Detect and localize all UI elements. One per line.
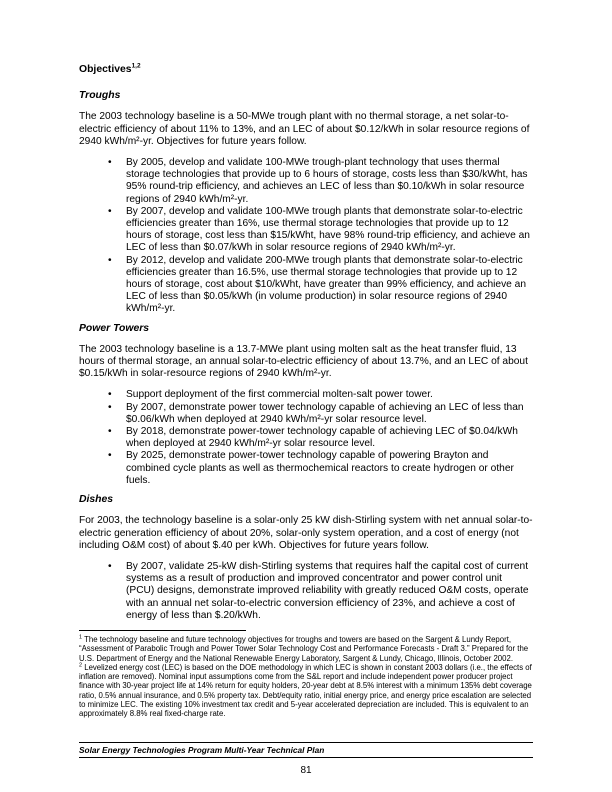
bullet-item <box>79 157 533 206</box>
bullet-text: By 2007, validate 25-kW dish-Stirling systems that requires half the capital cost of current systems as a result of production and improved concentrator and power control unit (PCU) designs, demonstrate improved reliability with greatly reduced O&M costs, operate with an annual net solar-to-electric conversion efficiency of 23%, and achieve a cost of energy of less than $.20/kWh. <box>126 560 529 621</box>
page-title <box>79 64 533 76</box>
bullet-icon: • <box>108 401 112 413</box>
footnote-1-marker: 1 <box>79 634 83 641</box>
bullet-item <box>79 389 533 401</box>
bullet-icon: • <box>108 254 112 266</box>
bullet-text: By 2025, demonstrate power-tower technology capable of powering Brayton and combined cycle plants as well as thermochemical reactors to create hydrogen or other fuels. <box>126 450 514 486</box>
section-heading-troughs: Troughs <box>79 90 121 102</box>
bullet-text: By 2012, develop and validate 200-MWe trough plants that demonstrate solar-to-electric efficiencies greater than 16.5%, use thermal storage technologies that provide up to 12 hours of storage, cost about $10/kWht, have greater than 99% efficiency, and achieve an LEC of less than $0.05/kWh (in volume production) in solar resource regions of 2940 kWh/m²-yr. <box>126 254 527 315</box>
footnote-2 <box>79 663 533 719</box>
bullet-icon: • <box>108 426 112 438</box>
bullet-icon: • <box>108 450 112 462</box>
page-title-text: Objectives <box>79 64 132 75</box>
page-content <box>79 64 533 625</box>
page-number: 81 <box>300 765 312 776</box>
bullet-item <box>79 255 533 316</box>
bullet-icon: • <box>108 389 112 401</box>
bullet-list-troughs <box>79 157 533 316</box>
footer-document-title: Solar Energy Technologies Program Multi-Year Technical Plan <box>79 742 533 758</box>
bullet-icon: • <box>108 560 112 572</box>
section-intro-power-towers: The 2003 technology baseline is a 13.7-MWe plant using molten salt as the heat transfer fluid, 13 hours of thermal storage, an annual solar-to-electric efficiency of about 13.7%, and an LEC of about $0.15/kWh in solar-resource regions of 2940 kWh/m²-yr. <box>79 343 528 380</box>
bullet-text: By 2005, develop and validate 100-MWe trough-plant technology that uses thermal storage technologies that provide up to 6 hours of storage, costs less than $30/kWht, has 95% round-trip efficiency, and achieves an LEC of less than $0.10/kWh in solar resource regions of 2940 kWh/m²-yr. <box>126 157 528 205</box>
bullet-item <box>79 426 533 450</box>
bullet-icon: • <box>108 205 112 217</box>
footnote-2-marker: 2 <box>79 662 83 669</box>
section-dishes <box>79 494 533 622</box>
title-footnote-reference: 1,2 <box>131 62 141 70</box>
footnote-area <box>79 630 533 719</box>
bullet-list-power-towers <box>79 389 533 487</box>
section-intro-dishes: For 2003, the technology baseline is a solar-only 25 kW dish-Stirling system with net annual solar-to-electric generation efficiency of about 20%, solar-only system operation, and a cost of energy (not including O&M cost) of about $.40 per kWh. Objectives for future years follow. <box>79 515 533 551</box>
bullet-text: By 2007, demonstrate power tower technology capable of achieving an LEC of less than $0.06/kWh when deployed at 2940 kWh/m²-yr solar resource level. <box>126 401 524 425</box>
bullet-item <box>79 450 533 487</box>
bullet-text: Support deployment of the first commercial molten-salt power tower. <box>126 389 433 401</box>
footnote-separator-rule <box>79 630 246 631</box>
footnote-1 <box>79 635 533 663</box>
section-troughs <box>79 90 533 315</box>
bullet-text: By 2007, develop and validate 100-MWe trough plants that demonstrate solar-to-electric efficiencies greater than 16%, use thermal storage technologies that provide up to 12 hours of storage, cost less than $15/kWht, have 98% round-trip efficiency, and achieve an LEC of less than $0.07/kWh in solar resource regions of 2940 kWh/m²-yr. <box>126 205 530 254</box>
section-heading-dishes: Dishes <box>79 494 114 506</box>
bullet-item <box>79 561 533 622</box>
footnote-1-text: The technology baseline and future technology objectives for troughs and towers are based on the Sargent & Lundy Report, “Assessment of Parabolic Trough and Power Tower Solar Technology Cost and Performance Forecasts - Draft 3.” Prepared for the U.S. Department of Energy and the National Renewable Energy Laboratory, Sargent & Lundy, Chicago, Illinois, October 2002. <box>79 635 529 663</box>
page-footer <box>79 742 533 777</box>
bullet-icon: • <box>108 157 112 169</box>
bullet-list-dishes <box>79 561 533 622</box>
bullet-text: By 2018, demonstrate power-tower technology capable of achieving LEC of $0.04/kWh when deployed at 2940 kWh/m²-yr solar resource level. <box>126 426 518 450</box>
section-heading-power-towers: Power Towers <box>79 322 150 334</box>
section-intro-troughs: The 2003 technology baseline is a 50-MWe trough plant with no thermal storage, a net solar-to-electric efficiency of about 11% to 13%, and an LEC of about $0.12/kWh in solar resource regions of 2940 kWh/m²-yr. Objectives for future years follow. <box>79 111 530 147</box>
bullet-item <box>79 402 533 426</box>
footnote-2-text: Levelized energy cost (LEC) is based on the DOE methodology in which LEC is shown in constant 2003 dollars (i.e., the effects of inflation are removed). Nominal input assumptions come from the S&L report and include independent power producer project finance with 30-year project life at 14% return for equity holders, 20-year debt at 8.5% interest with a minimum 135% debt coverage ratio, 0.5% annual insurance, and 0.5% property tax. Debt/equity ratio, initial energy price, and energy price escalation are selected to minimize LEC. The existing 10% investment tax credit and 5-year accelerated depreciation are included. This is equivalent to an approximately 8.8% real fixed-charge rate. <box>79 662 532 719</box>
bullet-item <box>79 206 533 255</box>
section-power-towers <box>79 323 533 487</box>
